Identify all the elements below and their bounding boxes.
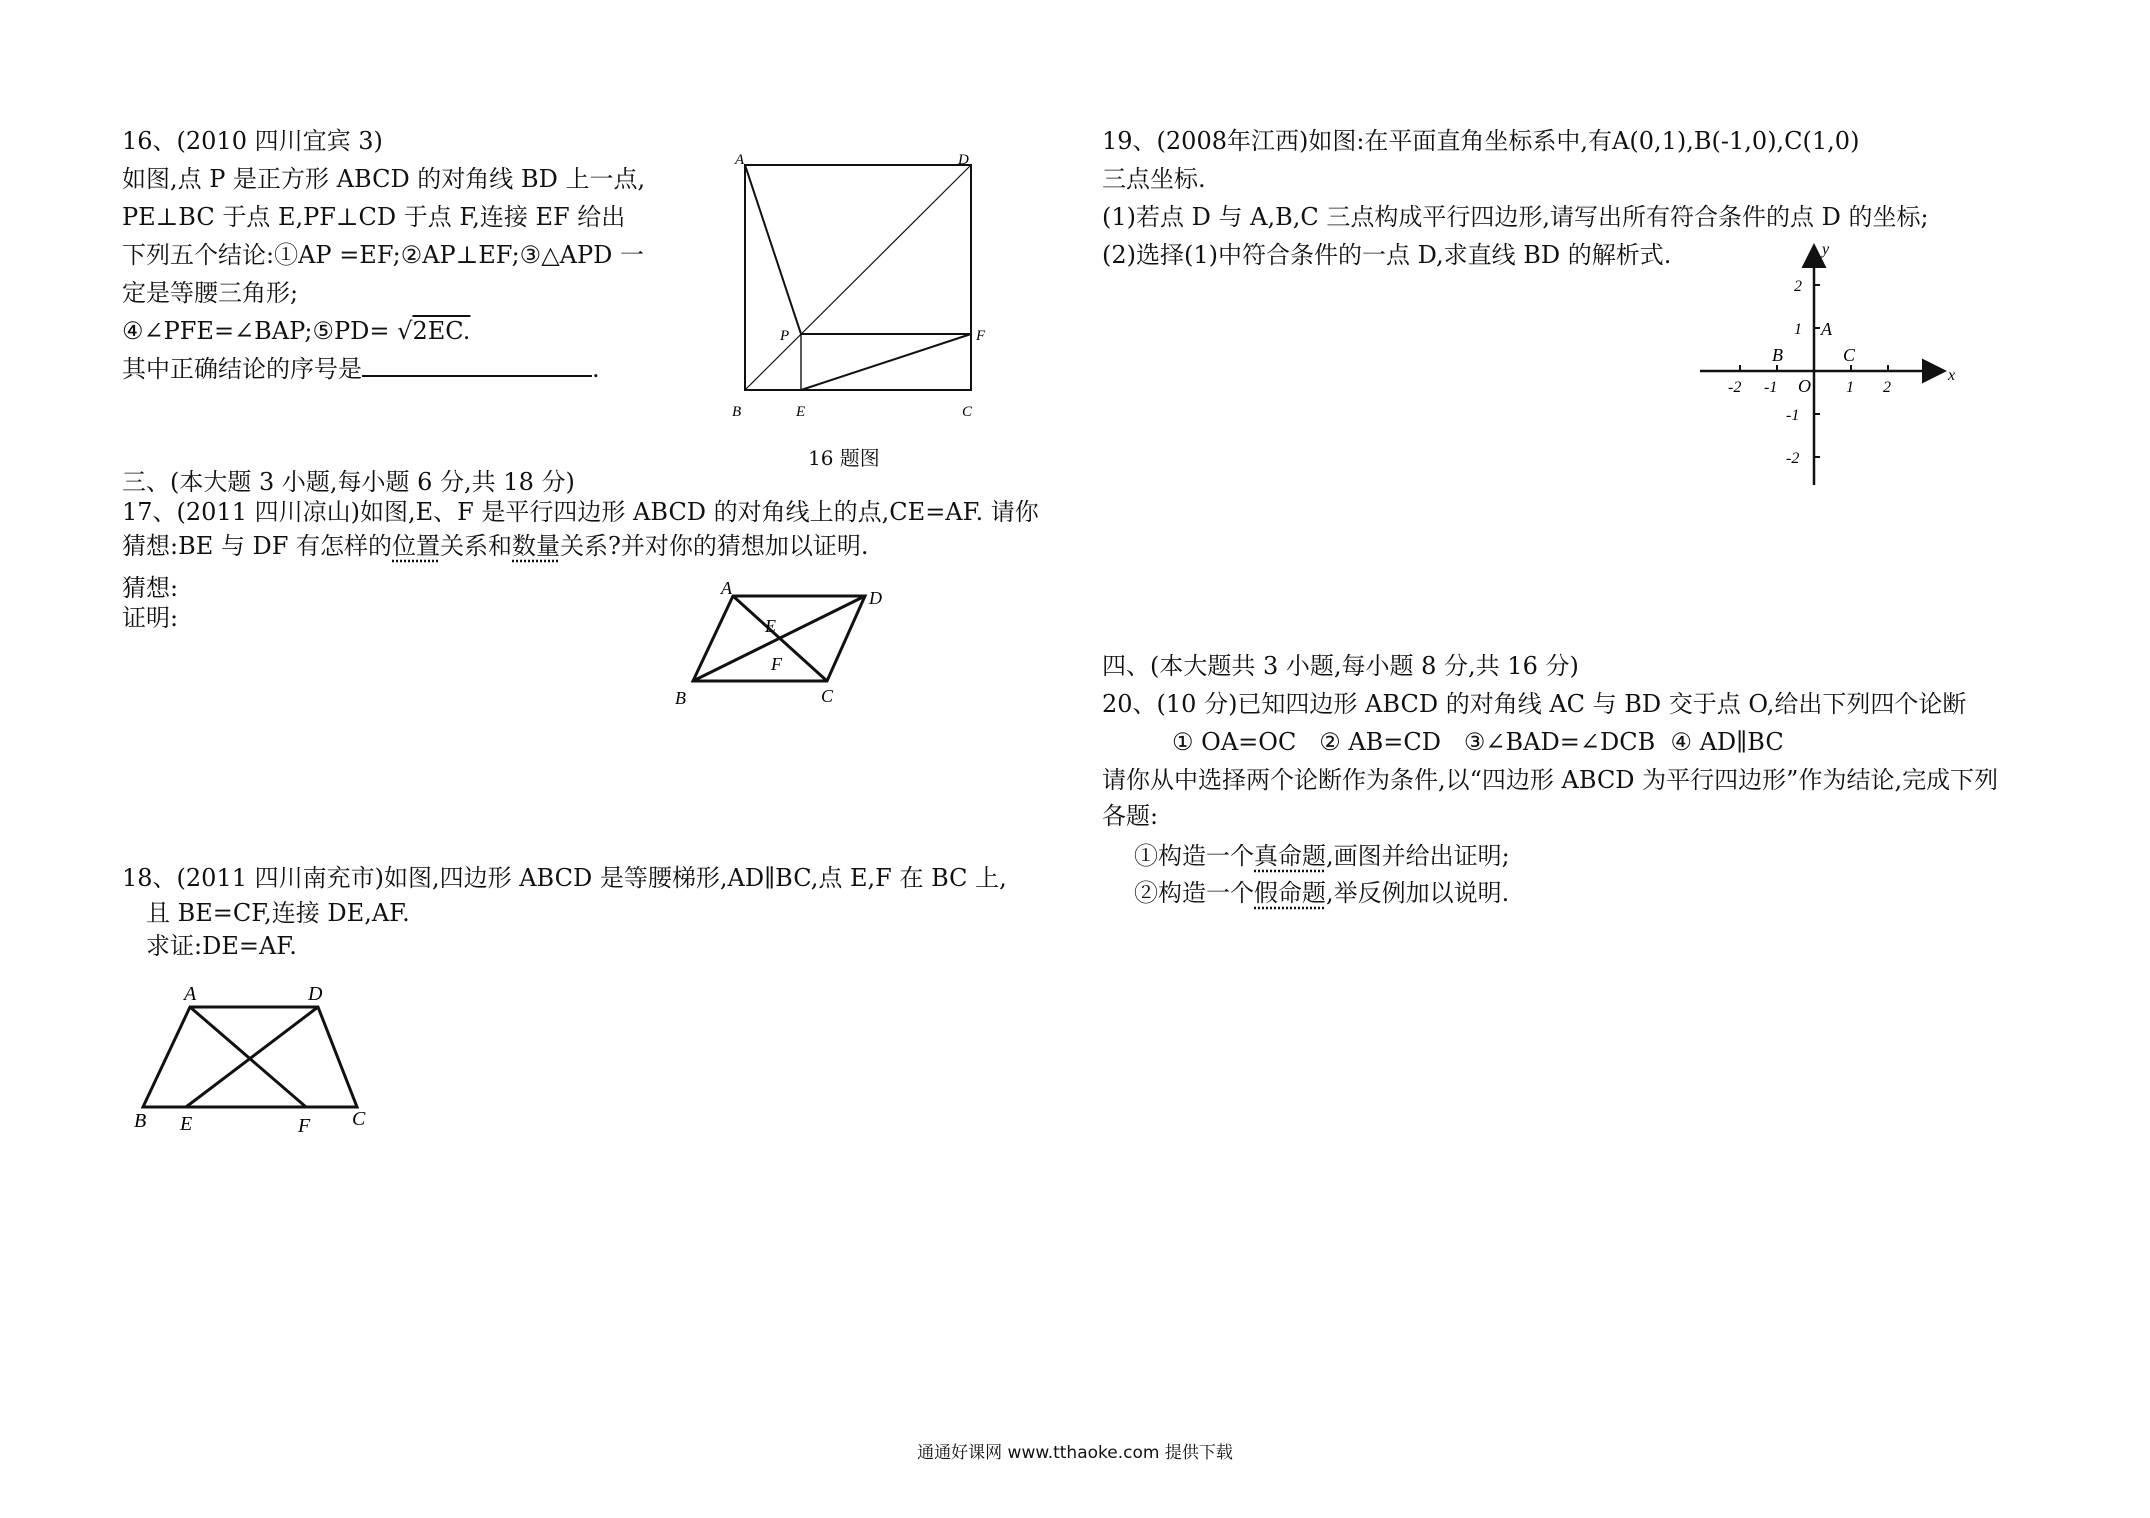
point-B-label: B	[1772, 345, 1783, 365]
q20-line5-a: ①构造一个	[1134, 842, 1254, 870]
q16-line4: 定是等腰三角形;	[122, 279, 299, 307]
sqrt-icon: √	[397, 317, 413, 345]
q17-label-D: D	[869, 588, 882, 608]
q18-line3: 求证:DE=AF.	[146, 932, 297, 960]
q17-label-C: C	[821, 686, 834, 706]
q16-label-D: D	[958, 152, 969, 168]
x-tick-neg1: -1	[1764, 379, 1778, 396]
q20-line5-c: ,画图并给出证明;	[1326, 842, 1510, 870]
q16-period: .	[592, 355, 600, 383]
q20-line6	[1134, 877, 1509, 909]
q17-guess-label: 猜想:	[122, 574, 179, 602]
page-footer: 通通好课网 www.tthaoke.com 提供下载	[917, 1443, 1233, 1463]
q17-proof-label: 证明:	[122, 604, 179, 632]
q16-answer-prompt: 其中正确结论的序号是	[122, 355, 362, 383]
q17-line2	[122, 530, 869, 562]
x-tick-neg2: -2	[1728, 379, 1742, 396]
q20-line3: 请你从中选择两个论断作为条件,以“四边形 ABCD 为平行四边形”作为结论,完成下列	[1102, 766, 1999, 794]
q18-figure	[130, 980, 380, 1140]
q16-line5-text: ④∠PFE=∠BAP;⑤PD=	[122, 317, 398, 345]
q16-label-B: B	[732, 404, 742, 420]
q17-label-E: E	[765, 616, 776, 636]
q16-line5-end: 2EC.	[412, 317, 471, 345]
origin-label: O	[1798, 376, 1811, 396]
q16-label-P: P	[780, 328, 790, 344]
q17-line2-c: 关系和	[440, 532, 513, 560]
q18-line2: 且 BE=CF,连接 DE,AF.	[146, 899, 410, 927]
q17-figure	[665, 578, 905, 718]
q17-emphasis-position: 位置	[392, 532, 441, 560]
q16-label-A: A	[735, 152, 745, 168]
q16-line5	[122, 315, 470, 347]
y-tick-2: 2	[1794, 278, 1802, 295]
q17-line2-a: 猜想:BE 与 DF 有怎样的	[122, 532, 393, 560]
q16-label-E: E	[796, 404, 806, 420]
q20-line2: ① OA=OC ② AB=CD ③∠BAD=∠DCB ④ AD∥BC	[1172, 728, 1784, 756]
q18-label-A: A	[184, 983, 197, 1005]
section4-heading: 四、(本大题共 3 小题,每小题 8 分,共 16 分)	[1102, 652, 1579, 680]
q20-line4: 各题:	[1102, 802, 1159, 830]
x-tick-1: 1	[1846, 379, 1854, 396]
x-tick-2: 2	[1883, 379, 1891, 396]
q19-line4: (2)选择(1)中符合条件的一点 D,求直线 BD 的解析式.	[1102, 241, 1672, 269]
axis-y-label: y	[1822, 241, 1830, 258]
q17-emphasis-quantity: 数量	[512, 532, 561, 560]
q17-label-F: F	[771, 654, 782, 674]
q20-line1: 20、(10 分)已知四边形 ABCD 的对角线 AC 与 BD 交于点 O,给出下列四个论断	[1102, 690, 1967, 718]
q16-figure	[730, 150, 990, 430]
y-tick-neg1: -1	[1786, 407, 1800, 424]
q20-line6-a: ②构造一个	[1134, 879, 1254, 907]
y-tick-1: 1	[1794, 321, 1802, 338]
q16-label-F: F	[976, 328, 986, 344]
q18-label-E: E	[180, 1113, 193, 1135]
q17-line1: 17、(2011 四川凉山)如图,E、F 是平行四边形 ABCD 的对角线上的点,CE=AF. 请你	[122, 498, 1039, 526]
q16-line3: 下列五个结论:①AP =EF;②AP⊥EF;③△APD 一	[122, 241, 644, 269]
answer-blank[interactable]	[362, 353, 592, 377]
q19-line3: (1)若点 D 与 A,B,C 三点构成平行四边形,请写出所有符合条件的点 D 的坐标;	[1102, 203, 1929, 231]
q16-line1: 如图,点 P 是正方形 ABCD 的对角线 BD 上一点,	[122, 165, 646, 193]
q17-label-A: A	[721, 578, 732, 598]
section3-heading: 三、(本大题 3 小题,每小题 6 分,共 18 分)	[122, 468, 575, 496]
y-tick-neg2: -2	[1786, 450, 1800, 467]
q18-label-B: B	[134, 1110, 147, 1132]
point-A-label: A	[1821, 319, 1832, 339]
q18-label-D: D	[308, 983, 323, 1005]
q18-label-F: F	[298, 1115, 311, 1137]
q19-coordinate-plane	[1690, 240, 1970, 490]
q18-line1: 18、(2011 四川南充市)如图,四边形 ABCD 是等腰梯形,AD∥BC,点 E,F 在 BC 上,	[122, 864, 1007, 892]
axis-x-label: x	[1948, 367, 1956, 384]
q17-label-B: B	[675, 688, 686, 708]
q18-label-C: C	[352, 1108, 366, 1130]
q20-line6-c: ,举反例加以说明.	[1326, 879, 1510, 907]
q19-line1: 19、(2008年江西)如图:在平面直角坐标系中,有A(0,1),B(-1,0),C(1,0)	[1102, 127, 1860, 155]
q19-line2: 三点坐标.	[1102, 165, 1206, 193]
q16-caption: 16 题图	[808, 446, 880, 470]
point-C-label: C	[1843, 345, 1856, 365]
q17-line2-e: 关系?并对你的猜想加以证明.	[560, 532, 869, 560]
q16-header: 16、(2010 四川宜宾 3)	[122, 127, 383, 155]
q16-label-C: C	[962, 404, 973, 420]
q16-line6	[122, 353, 600, 385]
q16-line2: PE⊥BC 于点 E,PF⊥CD 于点 F,连接 EF 给出	[122, 203, 626, 231]
q20-emphasis-true: 真命题	[1254, 842, 1326, 870]
q20-line5	[1134, 840, 1510, 872]
q20-emphasis-false: 假命题	[1254, 879, 1326, 907]
